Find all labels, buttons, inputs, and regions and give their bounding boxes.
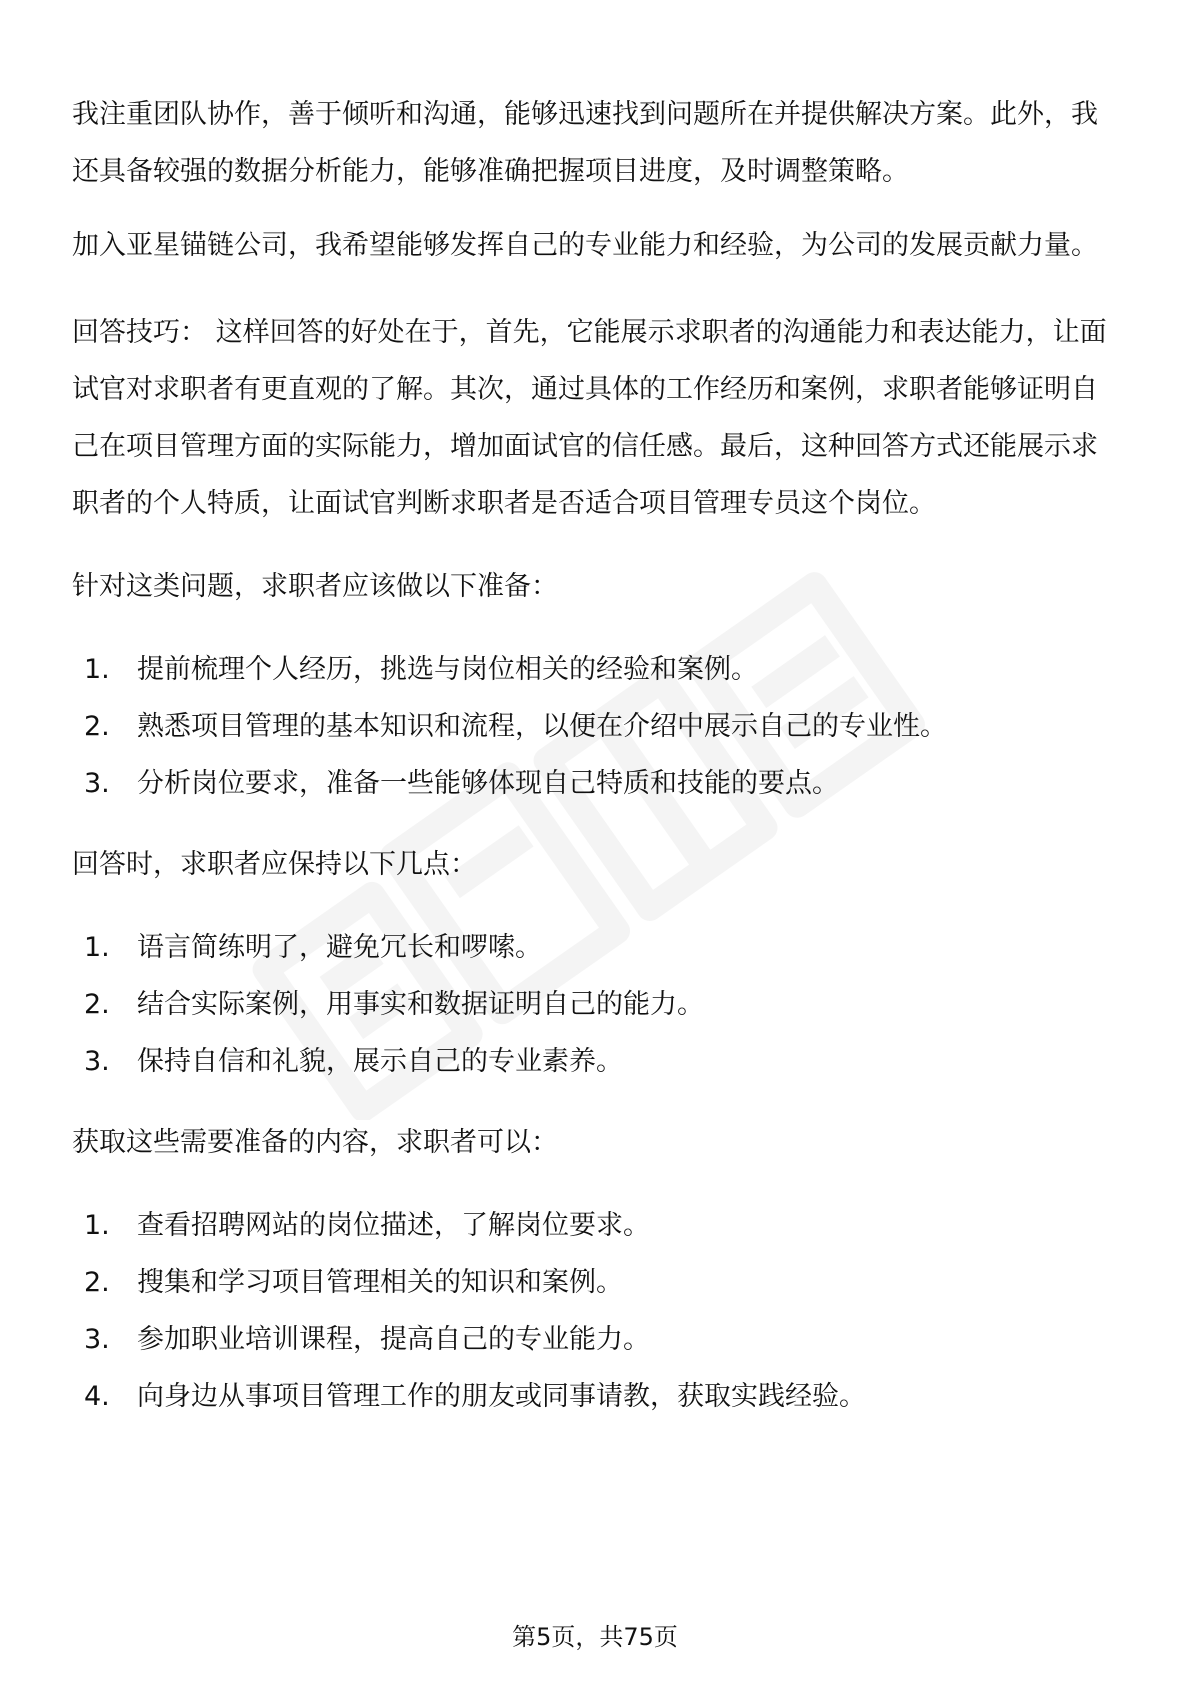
list-item-number: 2.	[84, 989, 110, 1020]
sources-list	[72, 1197, 1117, 1425]
list-item-text: 搜集和学习项目管理相关的知识和案例。	[137, 1267, 623, 1298]
paragraph-join-company: 加入亚星锚链公司，我希望能够发挥自己的专业能力和经验，为公司的发展贡献力量。	[72, 230, 1098, 261]
list-item	[84, 1197, 1117, 1254]
list-item-number: 2.	[84, 1267, 110, 1298]
list-item-number: 1.	[84, 932, 110, 963]
list-item-text: 保持自信和礼貌，展示自己的专业素养。	[137, 1046, 623, 1077]
paragraph-answer-intro: 回答时，求职者应保持以下几点：	[72, 849, 477, 880]
list-item-number: 1.	[84, 1210, 110, 1241]
list-item-text: 提前梳理个人经历，挑选与岗位相关的经验和案例。	[137, 654, 758, 685]
list-item	[84, 1311, 1117, 1368]
document-body	[72, 86, 1117, 1425]
list-item-number: 4.	[84, 1381, 110, 1412]
list-item-text: 参加职业培训课程，提高自己的专业能力。	[137, 1324, 650, 1355]
list-item	[84, 1033, 1117, 1090]
paragraph-sources-intro: 获取这些需要准备的内容，求职者可以：	[72, 1127, 558, 1158]
list-item-number: 1.	[84, 654, 110, 685]
list-item	[84, 976, 1117, 1033]
answer-list	[72, 919, 1117, 1090]
paragraph-teamwork: 我注重团队协作，善于倾听和沟通，能够迅速找到问题所在并提供解决方案。此外，我还具备较强的数据分析能力，能够准确把握项目进度，及时调整策略。	[72, 99, 1098, 187]
list-item-number: 3.	[84, 1046, 110, 1077]
list-item	[84, 641, 1117, 698]
list-item-text: 语言简练明了，避免冗长和啰嗦。	[137, 932, 542, 963]
list-item	[84, 1254, 1117, 1311]
paragraph-prep-intro: 针对这类问题，求职者应该做以下准备：	[72, 571, 558, 602]
list-item-text: 向身边从事项目管理工作的朋友或同事请教，获取实践经验。	[137, 1381, 866, 1412]
list-item-text: 熟悉项目管理的基本知识和流程，以便在介绍中展示自己的专业性。	[137, 711, 947, 742]
list-item-number: 3.	[84, 1324, 110, 1355]
list-item	[84, 755, 1117, 812]
list-item-number: 3.	[84, 768, 110, 799]
list-item-text: 结合实际案例，用事实和数据证明自己的能力。	[137, 989, 704, 1020]
list-item-number: 2.	[84, 711, 110, 742]
list-item	[84, 698, 1117, 755]
list-item-text: 查看招聘网站的岗位描述，了解岗位要求。	[137, 1210, 650, 1241]
list-item	[84, 919, 1117, 976]
prep-list	[72, 641, 1117, 812]
list-item-text: 分析岗位要求，准备一些能够体现自己特质和技能的要点。	[137, 768, 839, 799]
page-number: 第5页，共75页	[512, 1623, 678, 1651]
paragraph-answer-tips: 回答技巧： 这样回答的好处在于，首先，它能展示求职者的沟通能力和表达能力，让面试官对求职者有更直观的了解。其次，通过具体的工作经历和案例，求职者能够证明自己在项目管理方面的实际能力，增加面试官的信任感。最后，这种回答方式还能展示求职者的个人特质，让面试官判断求职者是否适合项目管理专员这个岗位。	[72, 317, 1107, 519]
list-item	[84, 1368, 1117, 1425]
